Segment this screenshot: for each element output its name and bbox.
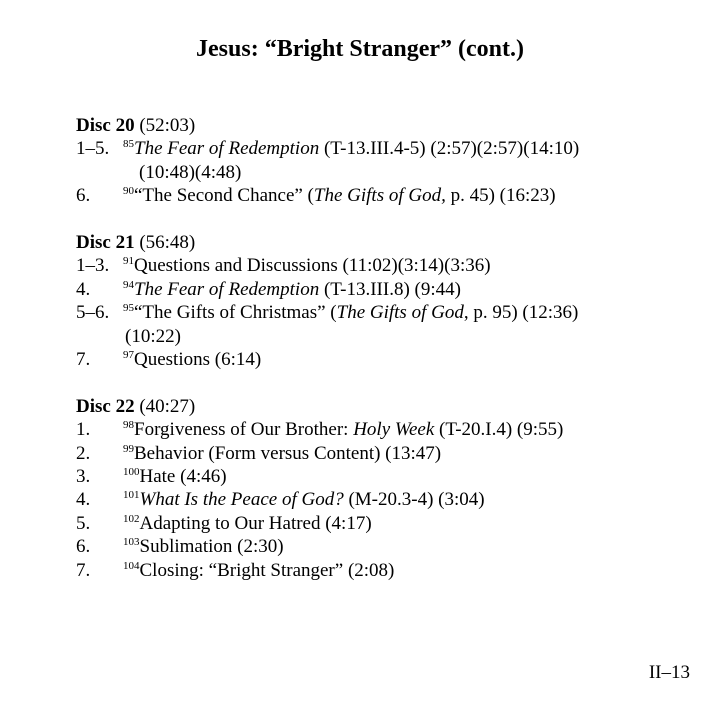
footnote-marker: 100: [123, 466, 140, 479]
track-title-pre: Behavior (Form versus Content) (13:47): [134, 442, 442, 464]
footnote-marker: 99: [123, 442, 134, 455]
track-item: [76, 442, 696, 465]
disc-section: [76, 395, 696, 582]
footnote-marker: 101: [123, 489, 140, 502]
track-item: [76, 137, 696, 184]
track-title-italic: What Is the Peace of God?: [139, 489, 344, 511]
track-title: [123, 137, 696, 184]
track-title: [123, 184, 696, 207]
track-item: [76, 254, 696, 277]
track-title-italic: The Fear of Redemption: [134, 278, 320, 300]
track-title-pre: Adapting to Our Hatred (4:17): [139, 512, 372, 534]
track-item: [76, 418, 696, 441]
track-title-post: , p. 95) (12:36): [463, 302, 579, 324]
track-title-italic: The Gifts of God: [336, 302, 464, 324]
footnote-marker: 85: [123, 138, 134, 151]
track-number: 2.: [76, 442, 91, 464]
track-title: [123, 512, 696, 535]
disc-header: [76, 231, 696, 254]
footnote-marker: 104: [123, 559, 140, 572]
track-item: [76, 488, 696, 511]
track-title: [123, 418, 696, 441]
footnote-marker: 98: [123, 419, 134, 432]
footnote-marker: 94: [123, 278, 134, 291]
track-title: [123, 488, 696, 511]
track-title: [123, 278, 696, 301]
track-title-post: (T-13.III.8) (9:44): [319, 278, 461, 300]
track-title-pre: Questions (6:14): [134, 349, 262, 371]
track-number: 1.: [76, 419, 91, 441]
footnote-marker: 102: [123, 512, 140, 525]
track-number: 1–5.: [76, 138, 110, 160]
track-item: [76, 535, 696, 558]
track-title-italic: The Gifts of God,: [313, 185, 446, 207]
track-item: [76, 278, 696, 301]
track-title: [123, 465, 696, 488]
track-item: [76, 184, 696, 207]
footnote-marker: 91: [123, 255, 134, 268]
track-title-italic: Holy Week: [353, 419, 435, 441]
track-title-post: (M-20.3-4) (3:04): [343, 489, 485, 511]
track-title: [123, 301, 696, 348]
track-title-pre: Questions and Discussions (11:02)(3:14)(3:36): [134, 255, 491, 277]
track-title-pre: “The Gifts of Christmas” (: [134, 302, 337, 324]
disc-section: [76, 114, 696, 208]
track-title-pre: “The Second Chance” (: [134, 185, 314, 207]
track-title-pre: Forgiveness of Our Brother:: [134, 419, 354, 441]
page-number: II–13: [648, 662, 690, 683]
footnote-marker: 103: [123, 536, 140, 549]
track-title-pre: Closing: “Bright Stranger” (2:08): [139, 559, 395, 581]
track-item: [76, 559, 696, 582]
track-title-pre: Hate (4:46): [139, 466, 227, 488]
track-number: 3.: [76, 466, 91, 488]
disc-duration: (52:03): [139, 115, 196, 136]
disc-label: Disc 20: [76, 115, 135, 136]
track-title: [123, 348, 696, 371]
track-title-italic: The Fear of Redemption: [134, 138, 320, 160]
track-number: 5–6.: [76, 302, 110, 324]
track-number: 6.: [76, 536, 91, 558]
track-title: [123, 535, 696, 558]
disc-header: [76, 395, 696, 418]
track-number: 1–3.: [76, 255, 110, 277]
disc-section: [76, 231, 696, 371]
track-item: [76, 512, 696, 535]
footnote-marker: 95: [123, 302, 134, 315]
track-title-pre: Sublimation (2:30): [139, 536, 284, 558]
disc-list: [76, 114, 696, 605]
page-title: Jesus: “Bright Stranger” (cont.): [196, 36, 524, 62]
track-title-post: (T-20.I.4) (9:55): [434, 419, 564, 441]
track-number: 5.: [76, 512, 91, 534]
disc-header: [76, 114, 696, 137]
track-item: [76, 465, 696, 488]
track-number: 6.: [76, 185, 91, 207]
track-continuation: (10:22): [125, 325, 181, 347]
track-title: [123, 442, 696, 465]
track-number: 4.: [76, 489, 91, 511]
track-title-post: (T-13.III.4-5) (2:57)(2:57)(14:10): [319, 138, 580, 160]
footnote-marker: 90: [123, 185, 134, 198]
track-number: 7.: [76, 349, 91, 371]
disc-label: Disc 22: [76, 395, 135, 417]
disc-label: Disc 21: [76, 232, 135, 254]
track-title: [123, 254, 696, 277]
track-item: [76, 301, 696, 348]
track-item: [76, 348, 696, 371]
track-number: 4.: [76, 278, 91, 300]
disc-duration: (56:48): [139, 232, 196, 254]
disc-duration: (40:27): [139, 395, 196, 417]
track-title: [123, 559, 696, 582]
track-title-post: p. 45) (16:23): [445, 185, 556, 207]
track-number: 7.: [76, 559, 91, 581]
footnote-marker: 97: [123, 349, 134, 362]
track-continuation: (10:48)(4:48): [139, 161, 242, 183]
